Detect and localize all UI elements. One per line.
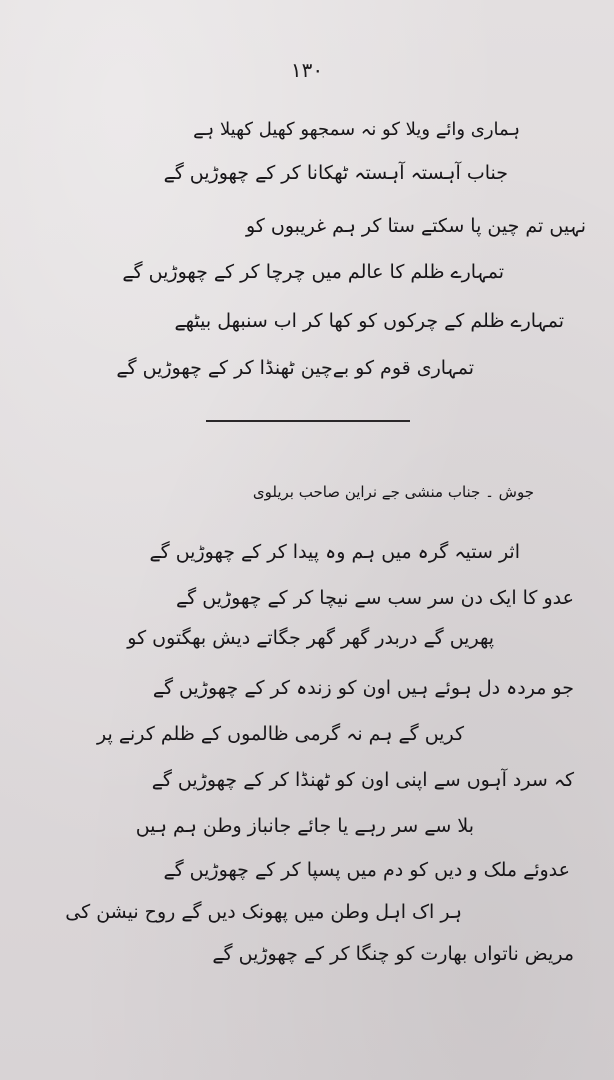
poem2-line-7: بلا سے سر رہے یا جائے جانباز وطن ہم ہیں xyxy=(135,815,474,837)
poem1-line-6: تمہاری قوم کو بےچین ٹھنڈا کر کے چھوڑیں گے xyxy=(116,357,474,379)
poem2-line-3: پھریں گے دربدر گھر گھر جگاتے دیش بھگتوں کو xyxy=(127,627,494,649)
poem1-line-5: تمہارے ظلم کے چرکوں کو کھا کر اب سنبھل بیٹھے xyxy=(174,310,564,332)
poem1-line-3: نہیں تم چین پا سکتے ستا کر ہم غریبوں کو xyxy=(245,215,586,237)
poem2-line-6: کہ سرد آہوں سے اپنی اون کو ٹھنڈا کر کے چھوڑیں گے xyxy=(151,769,574,791)
poem1-line-2: جناب آہستہ آہستہ ٹھکانا کر کے چھوڑیں گے xyxy=(163,162,508,184)
page-number: ۱۳۰ xyxy=(290,58,324,82)
section-divider xyxy=(206,420,410,422)
poem2-line-8: عدوئے ملک و دیں کو دم میں پسپا کر کے چھوڑیں گے xyxy=(163,859,570,881)
poem2-line-10: مریض ناتواں بھارت کو چنگا کر کے چھوڑیں گے xyxy=(212,943,574,965)
poem1-line-4: تمہارے ظلم کا عالم میں چرچا کر کے چھوڑیں گے xyxy=(122,261,504,283)
poem2-line-2: عدو کا ایک دن سر سب سے نیچا کر کے چھوڑیں گے xyxy=(176,587,574,609)
poem2-line-9: ہر اک اہل وطن میں پھونک دیں گے روح نیشن کی xyxy=(65,901,462,923)
poem1-line-1: ہماری وائے ویلا کو نہ سمجھو کھیل کھیلا ہے xyxy=(193,119,520,140)
poem2-line-4: جو مردہ دل ہوئے ہیں اون کو زندہ کر کے چھوڑیں گے xyxy=(152,677,574,699)
poem2-heading: جوش ۔ جناب منشی جے نراین صاحب بریلوی xyxy=(252,483,534,501)
poem2-line-1: اثر ستیہ گرہ میں ہم وہ پیدا کر کے چھوڑیں گے xyxy=(149,541,520,563)
poem2-line-5: کریں گے ہم نہ گرمی ظالموں کے ظلم کرنے پر xyxy=(97,723,464,745)
